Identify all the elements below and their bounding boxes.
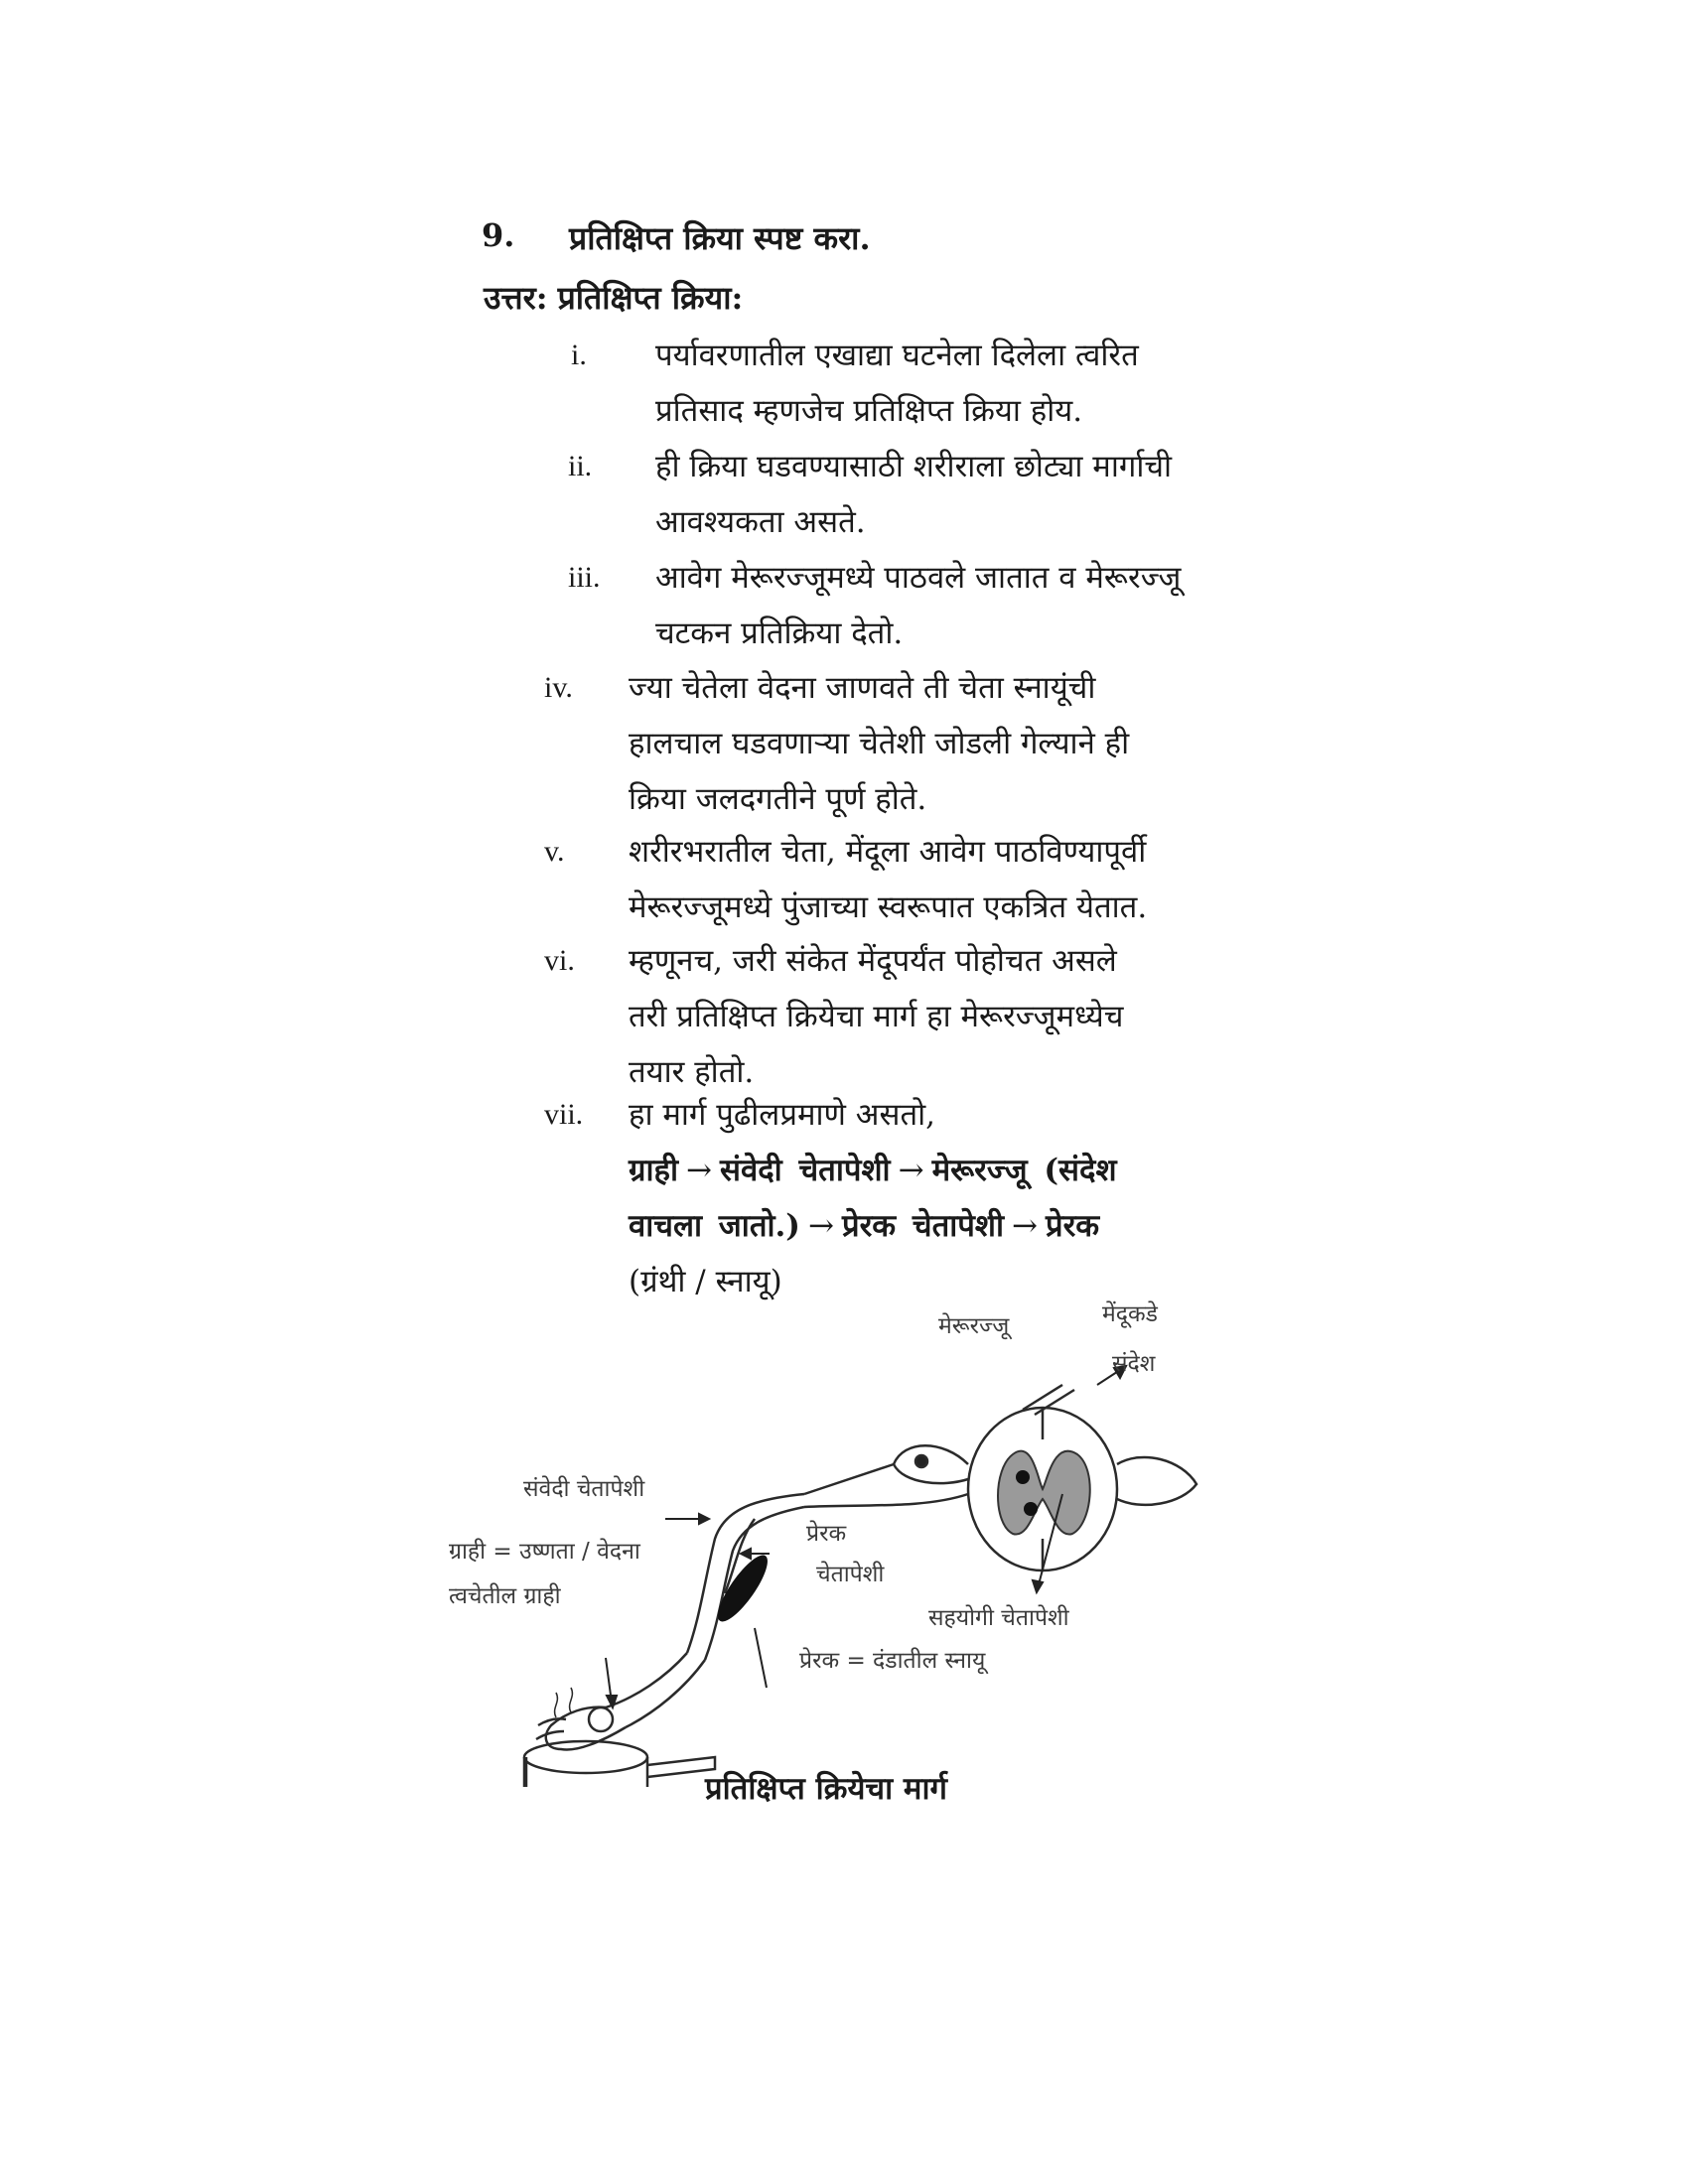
gray-matter	[998, 1451, 1090, 1535]
item-number: i.	[571, 339, 587, 371]
item-number: vi.	[544, 944, 575, 977]
item-line: म्हणूनच, जरी संकेत मेंदूपर्यंत पोहोचत असले	[629, 943, 1117, 979]
item-line: हालचाल घडवणाऱ्या चेतेशी जोडली गेल्याने ही	[629, 726, 1130, 761]
answer-heading	[484, 276, 743, 319]
path-line-1: ग्राही → संवेदी चेतापेशी → मेरूरज्जू (संदेश	[629, 1153, 1117, 1188]
label-spinal-cord: मेरूरज्जू	[938, 1313, 1010, 1339]
item-number: iv.	[544, 671, 573, 704]
item-line: तरी प्रतिक्षिप्त क्रियेचा मार्ग हा मेरूरज्जूमध्येच	[629, 999, 1124, 1034]
label-motor: प्रेरक	[806, 1521, 847, 1547]
item-line: चटकन प्रतिक्रिया देतो.	[655, 615, 904, 651]
answer-title: प्रतिक्षिप्त क्रिया:	[557, 279, 744, 317]
question-number: 9.	[482, 216, 515, 254]
item-line: मेरूरज्जूमध्ये पुंजाच्या स्वरूपात एकत्रित येतात.	[629, 889, 1148, 925]
item-line: ही क्रिया घडवण्यासाठी शरीराला छोट्या मार्गाची	[655, 449, 1173, 484]
item-line: प्रतिसाद म्हणजेच प्रतिक्षिप्त क्रिया होय.	[655, 393, 1083, 429]
item-line: ज्या चेतेला वेदना जाणवते ती चेता स्नायूंची	[629, 670, 1096, 706]
item-line: क्रिया जलदगतीने पूर्ण होते.	[629, 781, 927, 817]
item-number: vii.	[544, 1098, 584, 1131]
arrow-icon: →	[898, 1153, 924, 1188]
label-skin-receptor: त्वचेतील ग्राही	[449, 1583, 561, 1609]
item-number: v.	[544, 835, 565, 868]
label-receptor: ग्राही = उष्णता / वेदना	[449, 1539, 640, 1565]
diagram-caption: प्रतिक्षिप्त क्रियेचा मार्ग	[705, 1771, 947, 1807]
item-number: ii.	[568, 450, 593, 482]
item-line: आवेग मेरूरज्जूमध्ये पाठवले जातात व मेरूरज्जू	[655, 560, 1182, 596]
question-text: प्रतिक्षिप्त क्रिया स्पष्ट करा.	[569, 219, 871, 257]
label-message: संदेश	[1112, 1351, 1156, 1377]
path-line-2: वाचला जातो.) → प्रेरक चेतापेशी → प्रेरक	[629, 1208, 1100, 1244]
item-line: पर्यावरणातील एखाद्या घटनेला दिलेला त्वरित	[655, 338, 1139, 373]
item-number: iii.	[568, 561, 601, 594]
effector-muscle	[710, 1549, 775, 1627]
label-motor-neuron: चेतापेशी	[816, 1562, 885, 1587]
label-interneuron: सहयोगी चेतापेशी	[928, 1605, 1069, 1631]
arrow-icon: →	[1012, 1208, 1038, 1244]
label-effector: प्रेरक = दंडातील स्नायू	[799, 1648, 986, 1674]
item-line: शरीरभरातील चेता, मेंदूला आवेग पाठविण्यापूर्वी	[629, 834, 1147, 870]
arrow-icon: →	[807, 1208, 834, 1244]
label-sensory-neuron: संवेदी चेतापेशी	[523, 1476, 645, 1502]
item-line: तयार होतो.	[629, 1054, 755, 1090]
label-to-brain: मेंदूकडे	[1102, 1301, 1158, 1327]
item-line: आवश्यकता असते.	[655, 504, 866, 540]
answer-label: उत्तर:	[484, 279, 548, 317]
interneuron-body	[1016, 1470, 1030, 1484]
arrow-icon: →	[686, 1153, 712, 1188]
path-line-3: (ग्रंथी / स्नायू)	[629, 1264, 782, 1299]
item-line: हा मार्ग पुढीलप्रमाणे असतो,	[629, 1097, 935, 1133]
